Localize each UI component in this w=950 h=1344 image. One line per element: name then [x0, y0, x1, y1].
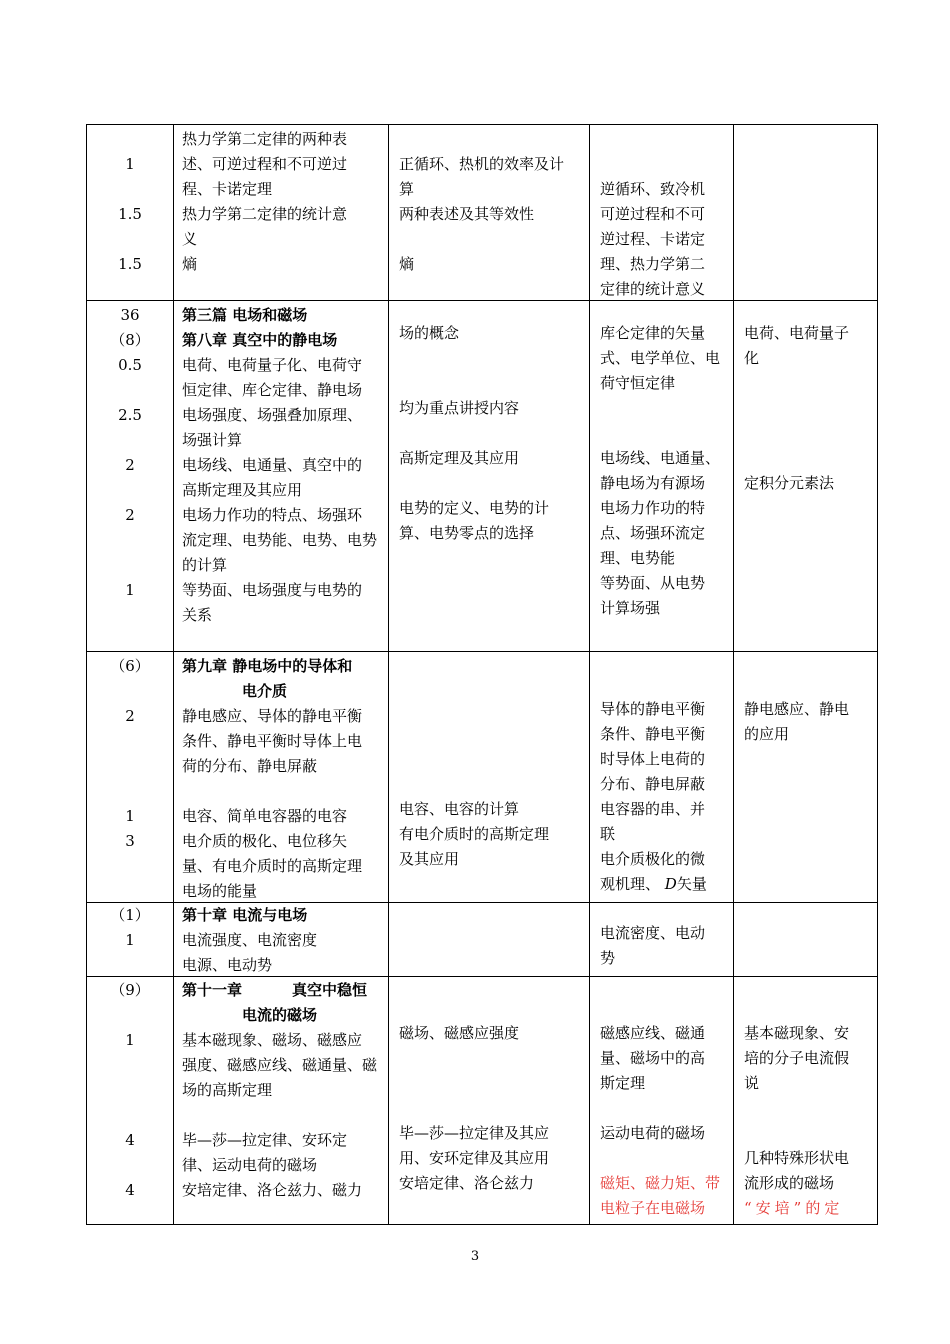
hours-cell	[87, 301, 174, 652]
topic-text: 电介质的极化、电位移矢	[182, 832, 348, 850]
difficulty-text: 库仑定律的矢量	[600, 324, 706, 342]
page-number: 3	[470, 1249, 480, 1264]
symbol-d: D	[664, 875, 677, 893]
notes-cell	[734, 125, 878, 301]
topics-cell	[174, 903, 389, 977]
hours-value: 36	[120, 306, 140, 324]
chapter-title: 真空中稳恒	[292, 981, 368, 999]
topic-text: 热力学第二定律的两种表	[182, 130, 348, 148]
topic-text: 电源、电动势	[182, 956, 273, 974]
topic-text: 程、卡诺定理	[182, 180, 273, 198]
note-text: 的应用	[744, 725, 790, 743]
difficulty-text: 等势面、从电势	[600, 574, 706, 592]
hours-value: （6）	[110, 657, 150, 675]
difficulty-text: 量、磁场中的高	[600, 1049, 706, 1067]
note-text: 几种特殊形状电	[744, 1149, 850, 1167]
hours-value: 2	[125, 506, 135, 524]
hours-value: （1）	[110, 906, 150, 924]
key-point-text: 均为重点讲授内容	[399, 399, 520, 417]
difficulty-text: 电介质极化的微	[600, 850, 706, 868]
topic-text: 场的高斯定理	[182, 1081, 273, 1099]
hours-value: 1	[125, 581, 135, 599]
chapter-title: 电流的磁场	[242, 1006, 318, 1024]
hours-value: 2	[125, 707, 135, 725]
difficulty-text: 计算场强	[600, 599, 661, 617]
key-points-cell	[389, 652, 590, 903]
key-point-text: 正循环、热机的效率及计	[399, 155, 565, 173]
difficulty-text: 式、电学单位、电	[600, 349, 721, 367]
notes-cell	[734, 652, 878, 903]
hours-value: （9）	[110, 981, 150, 999]
topic-text: 熵	[182, 255, 198, 273]
topic-text: 的计算	[182, 556, 228, 574]
difficulty-text: 逆过程、卡诺定	[600, 230, 706, 248]
key-point-text: 算	[399, 180, 415, 198]
difficulties-cell	[590, 301, 734, 652]
topic-text: 场强计算	[182, 431, 243, 449]
topic-text: 基本磁现象、磁场、磁感应	[182, 1031, 363, 1049]
hours-value: （8）	[110, 331, 150, 349]
difficulties-cell	[590, 125, 734, 301]
difficulty-text: 逆循环、致冷机	[600, 180, 706, 198]
topic-text: 电场的能量	[182, 882, 258, 900]
chapter-title: 第十一章	[182, 981, 243, 999]
key-point-text: 算、电势零点的选择	[399, 524, 535, 542]
key-point-text: 场的概念	[399, 324, 460, 342]
key-point-text: 有电介质时的高斯定理	[399, 825, 550, 843]
key-points-cell	[389, 125, 590, 301]
part-title: 第三篇 电场和磁场	[182, 306, 308, 324]
hours-value: 1.5	[118, 205, 142, 223]
difficulty-text: 磁感应线、磁通	[600, 1024, 706, 1042]
hours-cell	[87, 903, 174, 977]
key-points-cell	[389, 977, 590, 1225]
chapter-title: 电介质	[242, 682, 288, 700]
syllabus-table	[86, 124, 878, 1225]
note-text: 流形成的磁场	[744, 1174, 835, 1192]
table-row	[87, 652, 878, 903]
note-text: 说	[744, 1074, 760, 1092]
topic-text: 恒定律、库仑定律、静电场	[182, 381, 363, 399]
key-point-text: 电容、电容的计算	[399, 800, 520, 818]
topic-text: 等势面、电场强度与电势的	[182, 581, 363, 599]
difficulty-text: 可逆过程和不可	[600, 205, 706, 223]
hours-value: 4	[125, 1181, 135, 1199]
note-text: 培的分子电流假	[744, 1049, 850, 1067]
key-point-text: 及其应用	[399, 850, 460, 868]
chapter-title: 第八章 真空中的静电场	[182, 331, 338, 349]
hours-value: 3	[125, 832, 135, 850]
difficulties-cell	[590, 652, 734, 903]
topic-text: 强度、磁感应线、磁通量、磁	[182, 1056, 378, 1074]
hours-value: 1	[125, 1031, 135, 1049]
table-row	[87, 903, 878, 977]
table-row	[87, 977, 878, 1225]
key-point-text: 安培定律、洛仑兹力	[399, 1174, 535, 1192]
difficulty-text: 势	[600, 949, 616, 967]
difficulty-text: 条件、静电平衡	[600, 725, 706, 743]
key-points-cell	[389, 301, 590, 652]
topic-text: 热力学第二定律的统计意	[182, 205, 348, 223]
notes-cell	[734, 301, 878, 652]
topic-text: 电场力作功的特点、场强环	[182, 506, 363, 524]
topic-text: 律、运动电荷的磁场	[182, 1156, 318, 1174]
hours-cell	[87, 652, 174, 903]
note-text: 电荷、电荷量子	[744, 324, 850, 342]
difficulties-cell	[590, 903, 734, 977]
topic-text: 荷的分布、静电屏蔽	[182, 757, 318, 775]
key-point-text: 用、安环定律及其应用	[399, 1149, 550, 1167]
hours-cell	[87, 125, 174, 301]
difficulties-cell	[590, 977, 734, 1225]
key-point-text: 熵	[399, 255, 415, 273]
difficulty-text: 时导体上电荷的	[600, 750, 706, 768]
hours-value: 2	[125, 456, 135, 474]
topic-text: 电荷、电荷量子化、电荷守	[182, 356, 363, 374]
table-row	[87, 125, 878, 301]
topic-text: 安培定律、洛仑兹力、磁力	[182, 1181, 363, 1199]
topic-text: 电流强度、电流密度	[182, 931, 318, 949]
difficulty-text: 斯定理	[600, 1074, 646, 1092]
hours-value: 1.5	[118, 255, 142, 273]
difficulty-text: 静电场为有源场	[600, 474, 706, 492]
key-point-text: 磁场、磁感应强度	[399, 1024, 520, 1042]
difficulty-text: 电流密度、电动	[600, 924, 706, 942]
key-point-text: 两种表述及其等效性	[399, 205, 535, 223]
difficulty-text: 电容器的串、并	[600, 800, 706, 818]
difficulty-text: 理、电势能	[600, 549, 676, 567]
hours-value: 4	[125, 1131, 135, 1149]
difficulty-text: 理、热力学第二	[600, 255, 706, 273]
note-text: 静电感应、静电	[744, 700, 850, 718]
key-point-text: 高斯定理及其应用	[399, 449, 520, 467]
topic-text: 电容、简单电容器的电容	[182, 807, 348, 825]
topic-text: 关系	[182, 606, 213, 624]
topic-text: 流定理、电势能、电势、电势	[182, 531, 378, 549]
note-text-highlight: “安培”的定	[744, 1199, 844, 1217]
hours-value: 1	[125, 807, 135, 825]
topic-text: 电场线、电通量、真空中的	[182, 456, 363, 474]
note-text: 化	[744, 349, 760, 367]
key-point-text: 电势的定义、电势的计	[399, 499, 550, 517]
hours-value: 0.5	[118, 356, 142, 374]
difficulty-text: 联	[600, 825, 616, 843]
notes-cell	[734, 977, 878, 1225]
topic-text: 静电感应、导体的静电平衡	[182, 707, 363, 725]
note-text: 基本磁现象、安	[744, 1024, 850, 1042]
topic-text: 义	[182, 230, 198, 248]
topics-cell	[174, 125, 389, 301]
topics-cell	[174, 652, 389, 903]
key-point-text: 毕—莎—拉定律及其应	[399, 1124, 550, 1142]
hours-value: 2.5	[118, 406, 142, 424]
difficulty-text: 荷守恒定律	[600, 374, 676, 392]
note-text: 定积分元素法	[744, 474, 835, 492]
topic-text: 高斯定理及其应用	[182, 481, 303, 499]
hours-cell	[87, 977, 174, 1225]
difficulty-text-highlight: 电粒子在电磁场	[600, 1199, 706, 1217]
topic-text: 条件、静电平衡时导体上电	[182, 732, 363, 750]
difficulty-text: 分布、静电屏蔽	[600, 775, 706, 793]
topic-text: 电场强度、场强叠加原理、	[182, 406, 363, 424]
chapter-title: 第十章 电流与电场	[182, 906, 308, 924]
chapter-title: 第九章 静电场中的导体和	[182, 657, 353, 675]
notes-cell	[734, 903, 878, 977]
key-points-cell	[389, 903, 590, 977]
difficulty-text: 电场力作功的特	[600, 499, 706, 517]
topic-text: 述、可逆过程和不可逆过	[182, 155, 348, 173]
difficulty-text: 点、场强环流定	[600, 524, 706, 542]
hours-value: 1	[125, 155, 135, 173]
difficulty-text: 观机理、 D矢量	[600, 875, 707, 893]
difficulty-text: 导体的静电平衡	[600, 700, 706, 718]
difficulty-text: 运动电荷的磁场	[600, 1124, 706, 1142]
difficulty-text-highlight: 磁矩、磁力矩、带	[600, 1174, 721, 1192]
table-row	[87, 301, 878, 652]
topics-cell	[174, 977, 389, 1225]
topics-cell	[174, 301, 389, 652]
topic-text: 毕—莎—拉定律、安环定	[182, 1131, 348, 1149]
difficulty-text: 定律的统计意义	[600, 280, 706, 298]
topic-text: 量、有电介质时的高斯定理	[182, 857, 363, 875]
difficulty-text: 电场线、电通量、	[600, 449, 721, 467]
hours-value: 1	[125, 931, 135, 949]
